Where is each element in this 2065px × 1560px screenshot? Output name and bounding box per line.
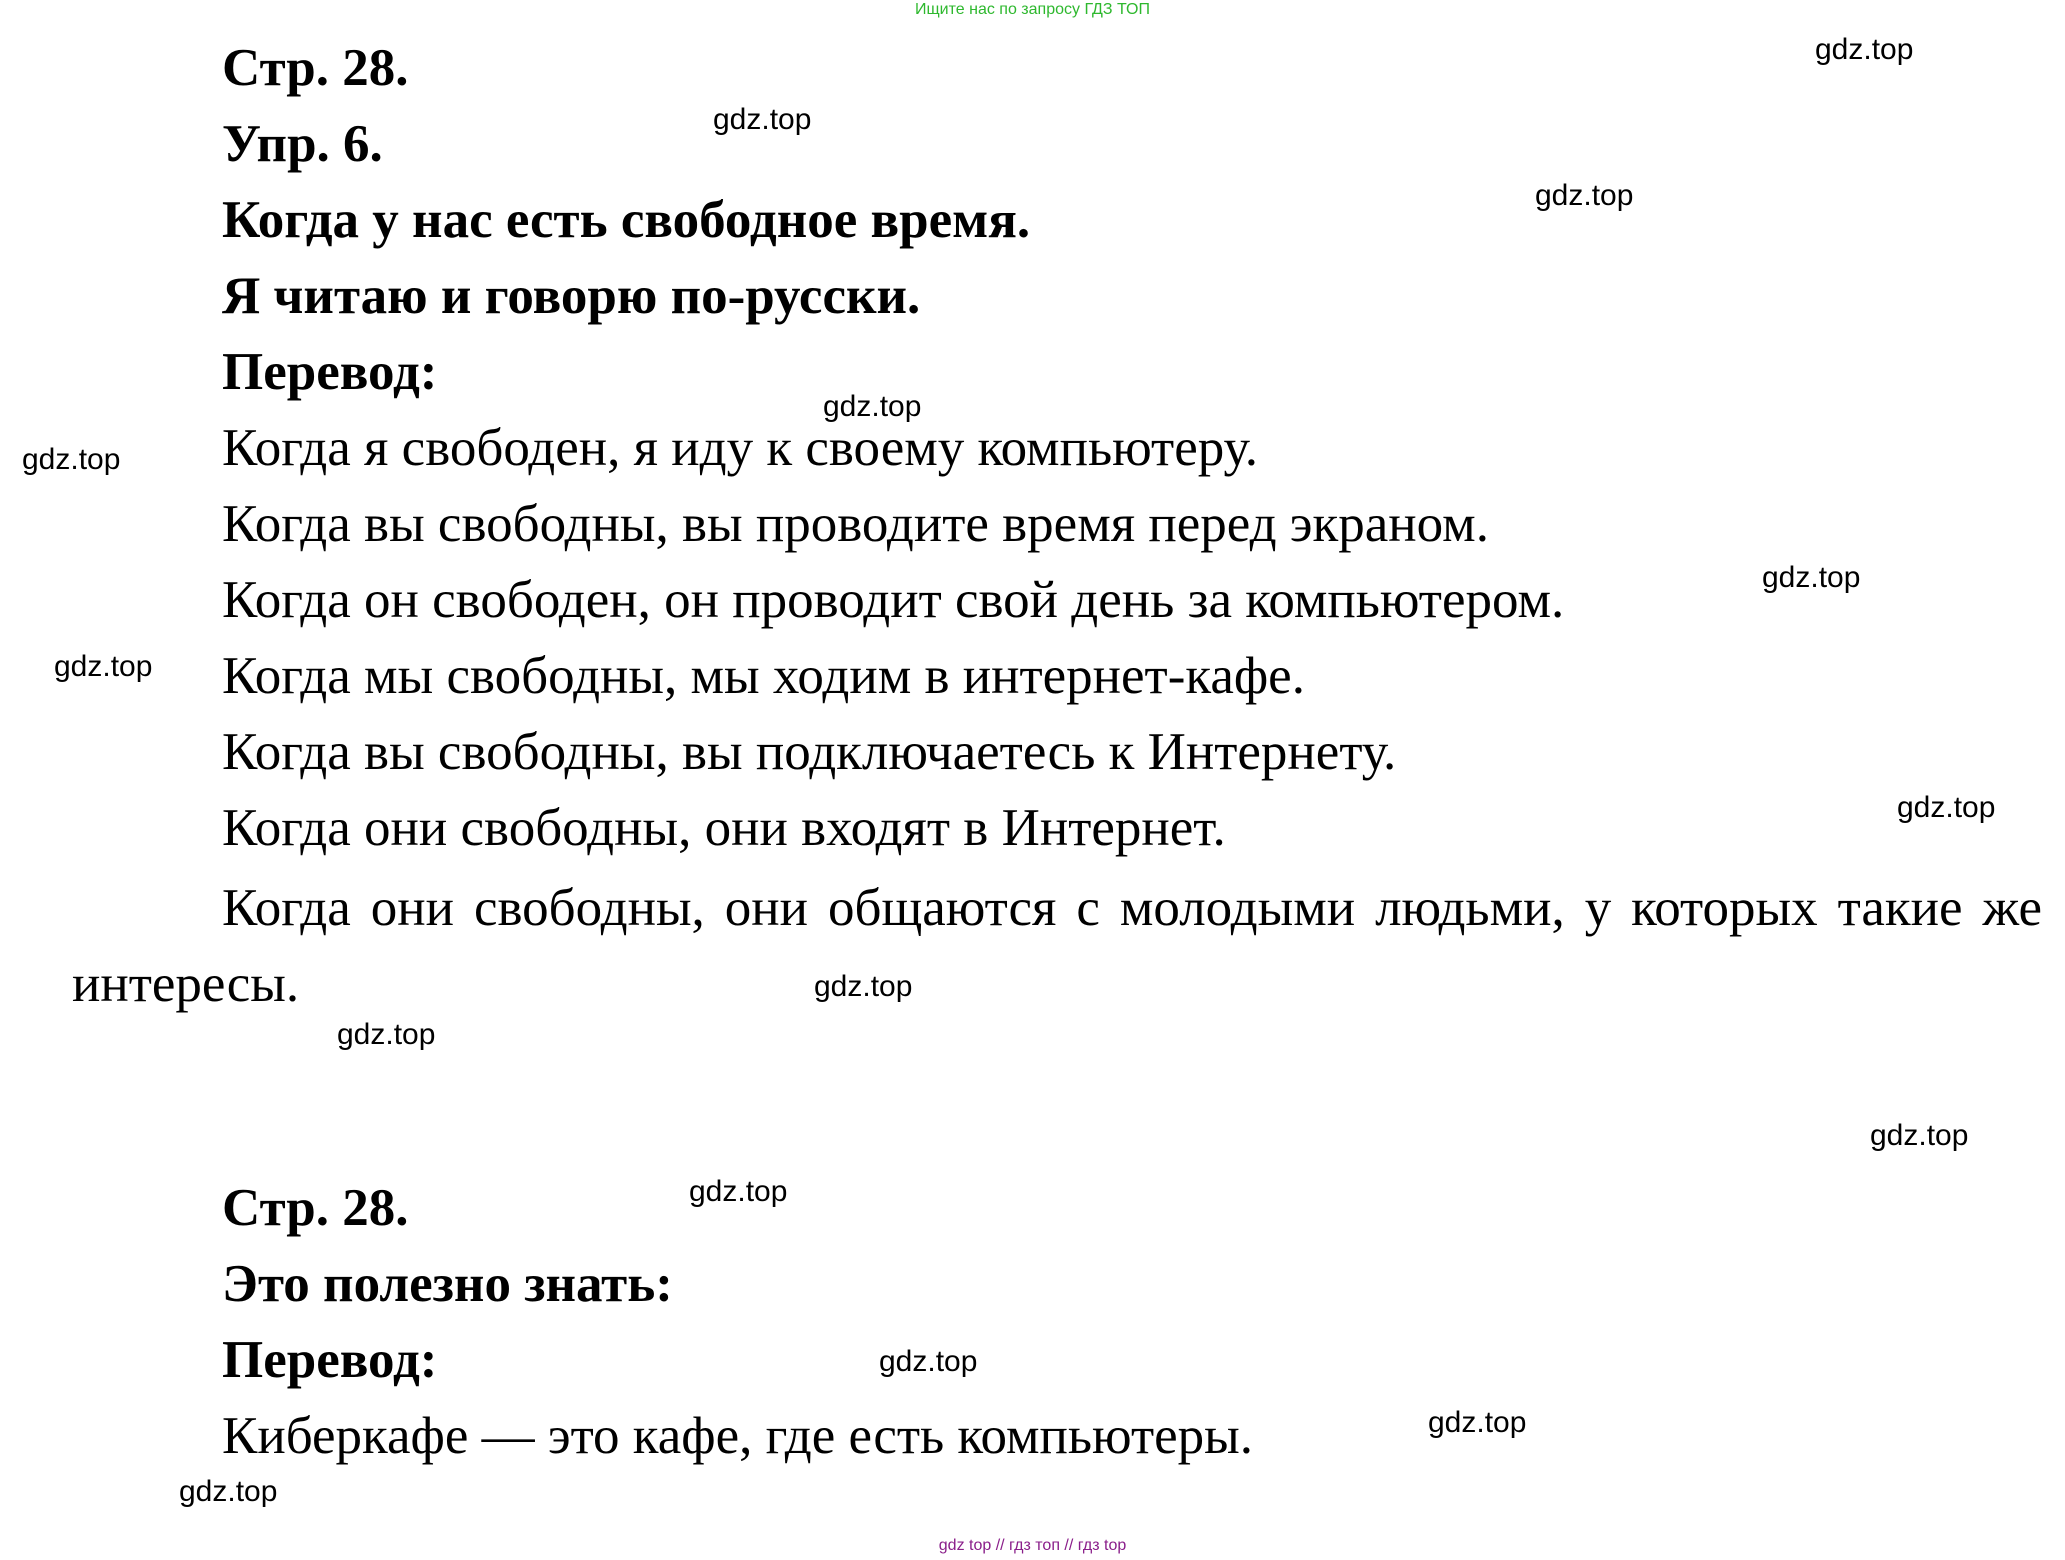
watermark: gdz.top xyxy=(689,1175,788,1208)
header-banner: Ищите нас по запросу ГДЗ ТОП xyxy=(915,1,1150,18)
exercise-title-line-2: Я читаю и говорю по-русски. xyxy=(222,267,921,325)
translation-sentence: Когда я свободен, я иду к своему компьютеру. xyxy=(222,419,1258,477)
translation-sentence: Когда вы свободны, вы проводите время перед экраном. xyxy=(222,495,1489,553)
watermark: gdz.top xyxy=(1897,791,1996,824)
translation-sentence: Когда он свободен, он проводит свой день за компьютером. xyxy=(222,571,1565,629)
page-number: Стр. 28. xyxy=(222,39,409,97)
translation-sentence: Когда мы свободны, мы ходим в интернет-кафе. xyxy=(222,647,1305,705)
translation-sentence: Киберкафе — это кафе, где есть компьютеры. xyxy=(222,1407,1253,1465)
translation-sentence: Когда вы свободны, вы подключаетесь к Интернету. xyxy=(222,723,1397,781)
info-heading: Это полезно знать: xyxy=(222,1255,673,1313)
watermark: gdz.top xyxy=(823,390,922,423)
footer-banner: gdz top // гдз топ // гдз top xyxy=(938,1537,1127,1554)
translation-sentence: Когда они свободны, они входят в Интернет. xyxy=(222,799,1226,857)
translation-label: Перевод: xyxy=(222,343,438,401)
watermark: gdz.top xyxy=(713,103,812,136)
watermark: gdz.top xyxy=(1815,33,1914,66)
watermark: gdz.top xyxy=(1870,1119,1969,1152)
watermark: gdz.top xyxy=(54,650,153,683)
page-number: Стр. 28. xyxy=(222,1179,409,1237)
translation-label: Перевод: xyxy=(222,1331,438,1389)
watermark: gdz.top xyxy=(1428,1406,1527,1439)
translation-sentence-wrapped: Когда они свободны, они общаются с молодыми людьми, у которых такие же интересы. xyxy=(72,879,2042,1013)
watermark: gdz.top xyxy=(1762,561,1861,594)
watermark: gdz.top xyxy=(337,1018,436,1051)
watermark: gdz.top xyxy=(879,1345,978,1378)
watermark: gdz.top xyxy=(179,1475,278,1508)
watermark: gdz.top xyxy=(814,970,913,1003)
watermark: gdz.top xyxy=(22,443,121,476)
watermark: gdz.top xyxy=(1535,179,1634,212)
exercise-number: Упр. 6. xyxy=(222,115,383,173)
exercise-title-line-1: Когда у нас есть свободное время. xyxy=(222,191,1031,249)
